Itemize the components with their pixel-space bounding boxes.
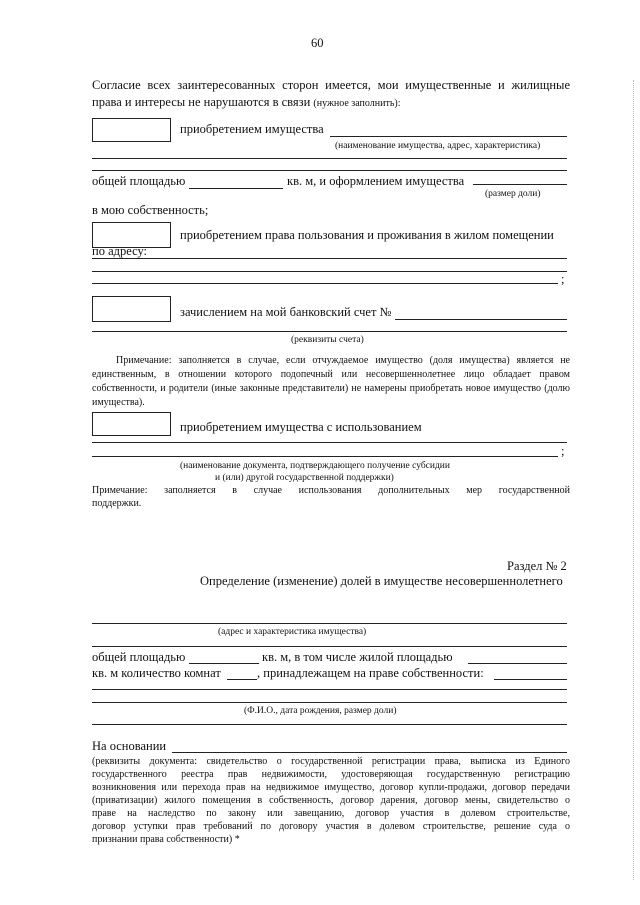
section-2-person-hint: (Ф.И.О., дата рождения, размер доли) (244, 706, 397, 716)
option-1-checkbox[interactable] (92, 118, 171, 142)
option-3-checkbox[interactable] (92, 296, 171, 322)
section-2-person-field-1[interactable] (92, 689, 567, 690)
section-2-basis-line-1: (реквизиты документа: свидетельство о государственной регистрации права, выписка из Единого (92, 756, 570, 767)
option-2-address-field-1[interactable] (92, 258, 567, 259)
option-1-hint: (наименование имущества, адрес, характеристика) (335, 141, 541, 151)
section-2-basis-last: признании права собственности) * (92, 834, 240, 845)
section-2-person-field-2[interactable] (92, 702, 567, 703)
section-2-basis-line-3: возникновения или перехода прав на недвижимое имущество, договор купли-продажи, договор передачи (92, 782, 570, 793)
intro-line-2 (92, 95, 401, 111)
section-2-address-field[interactable] (92, 623, 567, 624)
option-2-label: приобретением права пользования и проживания в жилом помещении (180, 228, 554, 242)
intro-line-1: Согласие всех заинтересованных сторон имеется, мои имущественные и жилищные (92, 78, 570, 92)
option-1-area-field[interactable] (189, 188, 283, 189)
note-2-line-1: Примечание: заполняется в случае использования дополнительных мер государственной (92, 485, 570, 496)
option-1-label: приобретением имущества (180, 122, 324, 136)
option-4-hint-2: и (или) другой государственной поддержки) (215, 473, 394, 483)
option-1-field-3[interactable] (92, 170, 567, 171)
section-2-area-mid: кв. м, в том числе жилой площадью (262, 650, 453, 664)
note-2-line-2: поддержки. (92, 498, 142, 509)
section-2-title: Определение (изменение) долей в имуществе несовершеннолетнего (200, 574, 563, 588)
option-4-hint-1: (наименование документа, подтверждающего получение субсидии (180, 461, 450, 471)
option-4-label: приобретением имущества с использованием (180, 420, 422, 434)
option-1-area-label: общей площадью (92, 174, 186, 188)
option-4-field-1[interactable] (92, 442, 567, 443)
section-2-label: Раздел № 2 (507, 559, 567, 573)
option-3-label: зачислением на мой банковский счет № (180, 305, 392, 319)
section-2-basis-line-4: (приватизации) жилого помещения в собственность, договор дарения, договор мены, свидетельство о (92, 795, 570, 806)
section-2-basis-line-5: праве на наследство по закону или завещанию, договор участия в долевом строительстве, (92, 808, 570, 819)
section-2-person-field-3[interactable] (92, 724, 567, 725)
page-number: 60 (311, 36, 324, 50)
section-2-rooms-label: кв. м количество комнат (92, 666, 221, 680)
section-2-basis-field[interactable] (172, 752, 567, 753)
option-2-address-field-2[interactable] (92, 271, 567, 272)
option-3-account-field[interactable] (395, 319, 567, 320)
intro-hint: (нужное заполнить): (313, 98, 401, 109)
note-1: Примечание: заполняется в случае, если отчуждаемое имущество (доля имущества) является не единственным, в отношении которого подопечный или несовершеннолетнее лицо обладает правом собственности, и родители (иные законные представители) не намерены приобретать новое имущество (долю имущества). (92, 355, 570, 408)
option-3-account-field-2[interactable] (92, 331, 567, 332)
section-2-rooms-field[interactable] (227, 679, 257, 680)
option-1-field[interactable] (330, 136, 567, 137)
option-2-address-field-3[interactable] (92, 283, 558, 284)
option-1-area-unit: кв. м, и оформлением имущества (287, 174, 465, 188)
option-4-end-mark: ; (561, 444, 565, 458)
section-2-address-field-2[interactable] (92, 646, 567, 647)
option-1-share-hint: (размер доли) (485, 189, 541, 199)
option-1-share-field[interactable] (473, 184, 567, 185)
section-2-area-label: общей площадью (92, 650, 186, 664)
option-1-ownership: в мою собственность; (92, 203, 209, 217)
option-2-address-label: по адресу: (92, 244, 148, 258)
intro-line-2-main: права и интересы не нарушаются в связи (92, 95, 314, 109)
option-4-checkbox[interactable] (92, 412, 171, 436)
section-2-area-field[interactable] (189, 663, 259, 664)
option-1-field-2[interactable] (92, 158, 567, 159)
section-2-basis-line-2: государственного реестра прав недвижимости, удостоверяющая государственную регистрацию (92, 769, 570, 780)
section-2-ownership-field[interactable] (494, 679, 567, 680)
option-2-end-mark: ; (561, 272, 565, 286)
section-2-basis-label: На основании (92, 739, 167, 753)
section-2-basis-line-6: договор уступки прав требований по договору участия в долевом строительстве, решение суда о (92, 821, 570, 832)
section-2-address-hint: (адрес и характеристика имущества) (218, 627, 367, 637)
scan-edge (632, 80, 634, 880)
option-4-field-2[interactable] (92, 456, 558, 457)
section-2-rooms-mid: , принадлежащем на праве собственности: (257, 666, 484, 680)
section-2-living-area-field[interactable] (468, 663, 567, 664)
option-3-hint: (реквизиты счета) (291, 335, 364, 345)
